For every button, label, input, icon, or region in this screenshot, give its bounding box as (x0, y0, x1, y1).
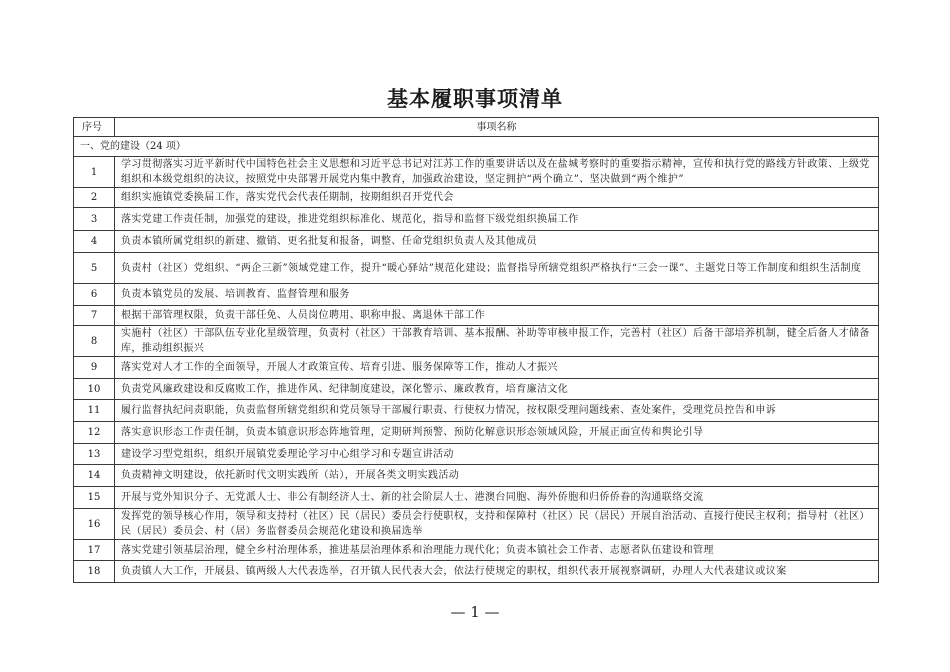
row-item-name: 负责本镇党员的发展、培训教育、监督管理和服务 (115, 284, 879, 306)
row-serial-number: 2 (74, 188, 115, 208)
row-serial-number: 16 (74, 509, 115, 540)
table-row (74, 540, 879, 561)
table-row (74, 509, 879, 540)
row-item-name: 组织实施镇党委换届工作，落实党代会代表任期制，按期组织召开党代会 (115, 188, 879, 208)
row-item-name: 发挥党的领导核心作用，领导和支持村（社区）民（居民）委员会行使职权，支持和保障村（社区）民（居民）开展自治活动、直接行使民主权利；指导村（社区）民（居民）委员会、村（居）务监督委员会规范化建设和换届选举 (115, 509, 879, 540)
row-serial-number: 14 (74, 465, 115, 487)
row-serial-number: 17 (74, 540, 115, 561)
table-row (74, 444, 879, 465)
header-serial-number: 序号 (74, 118, 115, 137)
table-row (74, 208, 879, 231)
row-item-name: 落实党建引领基层治理，健全乡村治理体系，推进基层治理体系和治理能力现代化；负责本镇社会工作者、志愿者队伍建设和管理 (115, 540, 879, 561)
row-item-name: 根据干部管理权限，负责干部任免、人员岗位聘用、职称申报、离退休干部工作 (115, 306, 879, 326)
row-serial-number: 13 (74, 444, 115, 465)
document-title: 基本履职事项清单 (387, 86, 563, 111)
table-row (74, 379, 879, 400)
row-item-name: 开展与党外知识分子、无党派人士、非公有制经济人士、新的社会阶层人士、港澳台同胞、海外侨胞和归侨侨眷的沟通联络交流 (115, 487, 879, 509)
table-row (74, 561, 879, 583)
table-row (74, 326, 879, 357)
row-serial-number: 9 (74, 357, 115, 379)
row-item-name: 负责镇人大工作，开展县、镇两级人大代表选举，召开镇人民代表大会，依法行使规定的职权，组织代表开展视察调研，办理人大代表建议或议案 (115, 561, 879, 583)
table-row (74, 306, 879, 326)
row-item-name: 负责精神文明建设，依托新时代文明实践所（站），开展各类文明实践活动 (115, 465, 879, 487)
row-serial-number: 18 (74, 561, 115, 583)
row-serial-number: 12 (74, 422, 115, 444)
row-serial-number: 5 (74, 253, 115, 284)
row-item-name: 落实党对人才工作的全面领导，开展人才政策宣传、培育引进、服务保障等工作，推动人才振兴 (115, 357, 879, 379)
table-header-row (74, 118, 879, 137)
table-row (74, 188, 879, 208)
row-serial-number: 7 (74, 306, 115, 326)
table-row (74, 284, 879, 306)
table-row (74, 487, 879, 509)
row-serial-number: 6 (74, 284, 115, 306)
row-item-name: 学习贯彻落实习近平新时代中国特色社会主义思想和习近平总书记对江苏工作的重要讲话以及在盐城考察时的重要指示精神，宣传和执行党的路线方针政策、上级党组织和本级党组织的决议，按照党中央部署开展党内集中教育，加强政治建设，坚定拥护“两个确立”、坚决做到“两个维护” (115, 157, 879, 188)
table-row (74, 465, 879, 487)
row-item-name: 负责党风廉政建设和反腐败工作，推进作风、纪律制度建设，深化警示、廉政教育，培育廉洁文化 (115, 379, 879, 400)
table-row (74, 253, 879, 284)
section-heading: 一、党的建设（24 项） (74, 137, 879, 157)
table-row (74, 157, 879, 188)
header-item-name: 事项名称 (115, 118, 879, 137)
duty-list-table (73, 117, 879, 583)
row-item-name: 负责村（社区）党组织、“两企三新”领域党建工作，提升“暖心驿站”规范化建设；监督指导所辖党组织严格执行“三会一课”、主题党日等工作制度和组织生活制度 (115, 253, 879, 284)
row-serial-number: 11 (74, 400, 115, 422)
row-serial-number: 3 (74, 208, 115, 231)
table-row (74, 400, 879, 422)
table-row (74, 422, 879, 444)
row-item-name: 落实意识形态工作责任制，负责本镇意识形态阵地管理，定期研判预警、预防化解意识形态领域风险，开展正面宣传和舆论引导 (115, 422, 879, 444)
table-row (74, 231, 879, 253)
row-item-name: 负责本镇所属党组织的新建、撤销、更名批复和报备，调整、任命党组织负责人及其他成员 (115, 231, 879, 253)
table-row (74, 357, 879, 379)
row-serial-number: 8 (74, 326, 115, 357)
row-serial-number: 10 (74, 379, 115, 400)
row-item-name: 建设学习型党组织，组织开展镇党委理论学习中心组学习和专题宣讲活动 (115, 444, 879, 465)
row-serial-number: 15 (74, 487, 115, 509)
row-item-name: 实施村（社区）干部队伍专业化星级管理，负责村（社区）干部教育培训、基本报酬、补助等审核申报工作，完善村（社区）后备干部培养机制，健全后备人才储备库，推动组织振兴 (115, 326, 879, 357)
section-row (74, 137, 879, 157)
row-item-name: 履行监督执纪问责职能，负责监督所辖党组织和党员领导干部履行职责、行使权力情况，按权限受理问题线索、查处案件，受理党员控告和申诉 (115, 400, 879, 422)
row-item-name: 落实党建工作责任制，加强党的建设，推进党组织标准化、规范化，指导和监督下级党组织换届工作 (115, 208, 879, 231)
page-number: — 1 — (450, 603, 500, 621)
row-serial-number: 4 (74, 231, 115, 253)
row-serial-number: 1 (74, 157, 115, 188)
